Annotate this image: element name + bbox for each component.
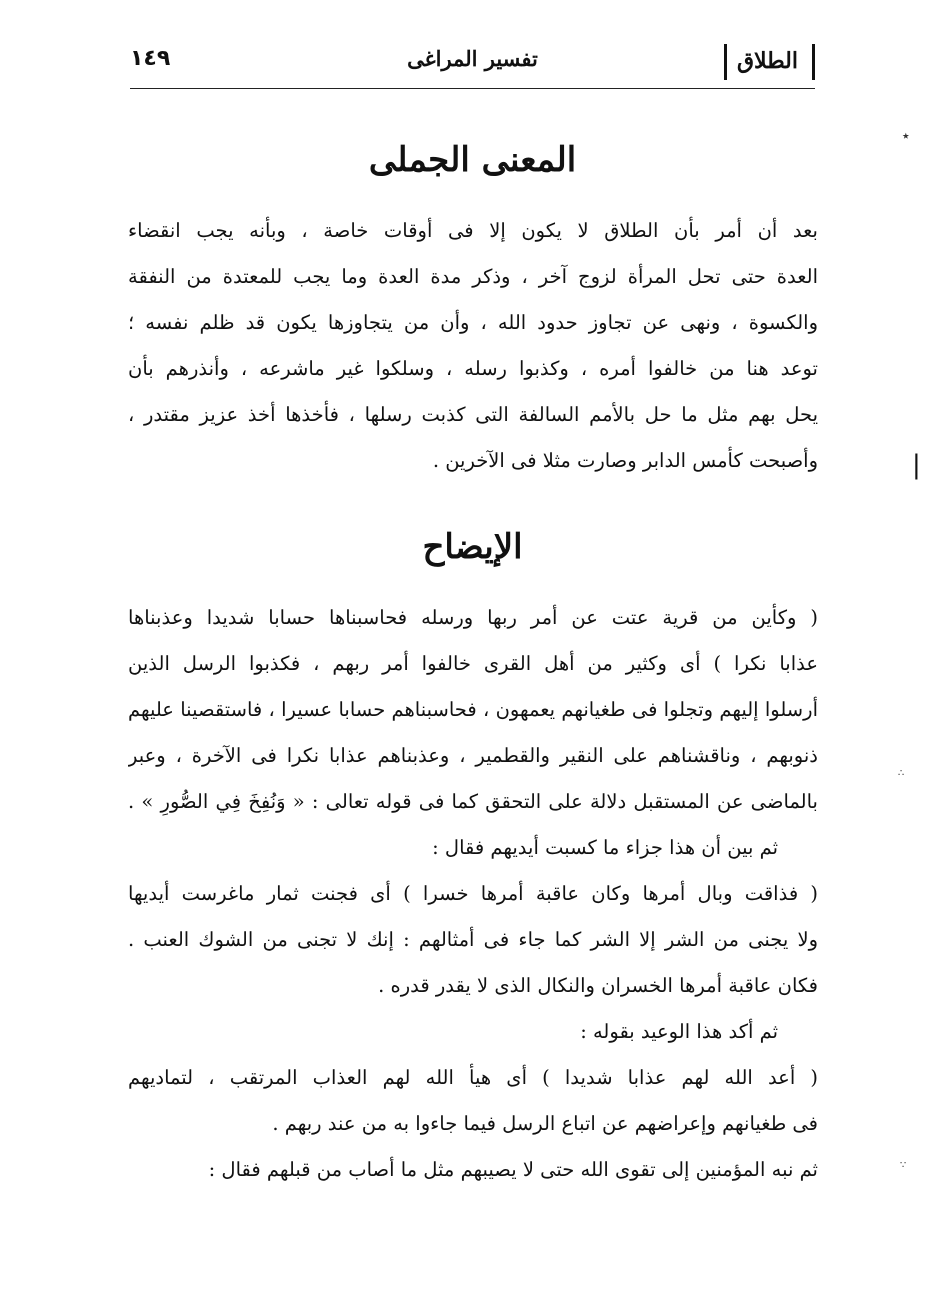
page-number: ١٤٩ <box>130 46 171 71</box>
text-line: ولا يجنى من الشر إلا الشر كما جاء فى أمثالهم : إنك لا تجنى من الشوك العنب . <box>128 928 818 951</box>
text-line: ثم بين أن هذا جزاء ما كسبت أيديهم فقال : <box>432 836 778 859</box>
scan-speck: ٭ <box>902 128 910 144</box>
scan-speck: ∴ <box>898 768 905 779</box>
scan-speck: ∵ <box>900 1160 907 1171</box>
summary-paragraph <box>128 208 818 484</box>
text-line: العدة حتى تحل المرأة لزوج آخر ، وذكر مدة العدة وما يجب للمعتدة من النفقة <box>128 265 818 288</box>
text-line: يحل بهم مثل ما حل بالأمم السالفة التى كذبت رسلها ، فأخذها أخذ عزيز مقتدر ، <box>128 403 818 426</box>
text-line: ( فذاقت وبال أمرها وكان عاقبة أمرها خسرا ) أى فجنت ثمار ماغرست أيديها <box>128 882 818 905</box>
text-line: ( وكأين من قرية عتت عن أمر ربها ورسله فحاسبناها حسابا شديدا وعذبناها <box>128 606 818 629</box>
text-line: توعد هنا من خالفوا أمره ، وكذبوا رسله ، وسلكوا غير ماشرعه ، وأنذرهم بأن <box>128 357 818 380</box>
page-header <box>130 44 815 84</box>
text-line: وأصبحت كأمس الدابر وصارت مثلا فى الآخرين . <box>432 449 818 472</box>
text-line: بعد أن أمر بأن الطلاق لا يكون إلا فى أوقات خاصة ، وبأنه يجب انقضاء <box>128 219 818 242</box>
scan-speck: | <box>912 450 921 480</box>
text-line: فى طغيانهم وإعراضهم عن اتباع الرسل فيما جاءوا به من عند ربهم . <box>272 1112 818 1135</box>
text-line: والكسوة ، ونهى عن تجاوز حدود الله ، وأن من يتجاوزها يكون قد ظلم نفسه ؛ <box>128 311 818 334</box>
text-line: أرسلوا إليهم وتجلوا فى طغيانهم يعمهون ، فحاسبناهم حسابا عسيرا ، فاستقصينا عليهم <box>128 698 818 721</box>
text-line: ( أعد الله لهم عذابا شديدا ) أى هيأ الله لهم العذاب المرتقب ، لتماديهم <box>128 1066 818 1089</box>
text-line: فكان عاقبة أمرها الخسران والنكال الذى لا يقدر قدره . <box>378 974 818 997</box>
section-heading-summary: المعنى الجملى <box>368 140 577 180</box>
text-line: ثم أكد هذا الوعيد بقوله : <box>580 1020 778 1043</box>
book-title: تفسير المراغى <box>407 46 538 71</box>
text-line: بالماضى عن المستقبل دلالة على التحقق كما فى قوله تعالى : « وَنُفِخَ فِي الصُّورِ » . <box>128 790 818 813</box>
explanation-paragraph <box>128 595 818 1193</box>
chapter-name: الطلاق <box>724 44 815 80</box>
header-rule <box>130 88 815 89</box>
text-line: ثم نبه المؤمنين إلى تقوى الله حتى لا يصيبهم مثل ما أصاب من قبلهم فقال : <box>208 1158 818 1181</box>
section-heading-explanation: الإيضاح <box>422 527 523 567</box>
text-line: عذابا نكرا ) أى وكثير من أهل القرى خالفوا أمر ربهم ، فكذبوا الرسل الذين <box>128 652 818 675</box>
text-line: ذنوبهم ، وناقشناهم على النقير والقطمير ، وعذبناهم عذابا نكرا فى الآخرة ، وعبر <box>128 744 818 767</box>
